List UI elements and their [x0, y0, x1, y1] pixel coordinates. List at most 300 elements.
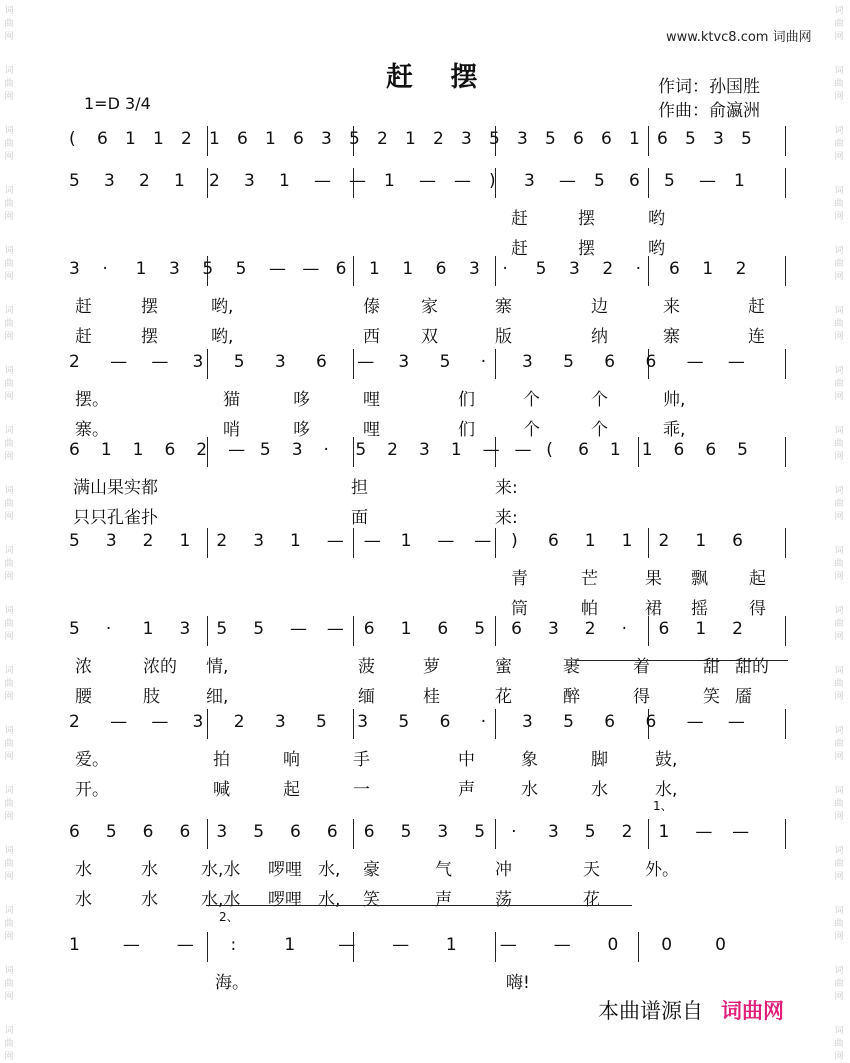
lyric-syllable: 个 [591, 390, 608, 410]
source-footer [598, 995, 784, 1025]
watermark-char: 曲 [4, 19, 14, 29]
watermark-char: 词 [4, 546, 14, 556]
barline [495, 349, 496, 379]
note: — [474, 531, 492, 551]
note: — [499, 935, 517, 955]
note: — [176, 935, 194, 955]
score-row [63, 164, 785, 259]
barline [648, 528, 649, 558]
lyric-syllable: 醉 [563, 687, 580, 707]
watermark-char: 曲 [4, 259, 14, 269]
score-row [63, 815, 785, 910]
note: 1 [125, 129, 136, 149]
barline [495, 819, 496, 849]
note: — [363, 531, 381, 551]
note: 6 [316, 352, 327, 372]
watermark-char: 网 [4, 812, 14, 822]
barline [648, 168, 649, 198]
lyric-syllable: 一 [353, 780, 370, 800]
score-row [63, 252, 785, 347]
note: 3 [104, 171, 115, 191]
lyric-syllable: 裙 [645, 599, 662, 619]
note: — [727, 352, 745, 372]
note: 3 [521, 712, 533, 732]
watermark-char: 网 [834, 692, 844, 702]
lyric-syllable: 荡 [495, 890, 512, 910]
watermark-char: 曲 [834, 979, 844, 989]
lyric-syllable: 气 [435, 860, 452, 880]
lyric-syllable: 个 [523, 420, 540, 440]
note: 1 [290, 531, 301, 551]
watermark-char: 曲 [4, 799, 14, 809]
lyric-syllable: 象 [521, 750, 538, 770]
watermark-char: 网 [4, 992, 14, 1002]
note: 6 [645, 712, 657, 732]
note: — [482, 440, 500, 460]
lyric-syllable: 摆 [578, 239, 595, 259]
lyric-syllable: 芒 [581, 569, 598, 589]
note: 2 [139, 171, 150, 191]
watermark-char: 曲 [4, 559, 14, 569]
note: — [151, 352, 169, 372]
watermark-char: 网 [834, 332, 844, 342]
lyric-syllable: 腰 [75, 687, 92, 707]
note: 1 [135, 259, 147, 279]
lyric-syllable: 帕 [581, 599, 598, 619]
note: — [686, 352, 704, 372]
barline [207, 437, 208, 467]
note: 6 [669, 259, 680, 279]
watermark-char: 词 [4, 306, 14, 316]
watermark-char: 词 [834, 426, 844, 436]
note: : [230, 935, 237, 955]
note: ( [69, 129, 76, 149]
note: 1 [265, 129, 276, 149]
lyric-syllable: 摇 [691, 599, 708, 619]
note: 5 [400, 822, 412, 842]
note: 5 [105, 822, 117, 842]
lyric-syllable: 鼓, [655, 750, 678, 770]
barline [207, 819, 208, 849]
note: 6 [732, 531, 743, 551]
note: 6 [658, 619, 670, 639]
lyric-syllable: 猫 [223, 390, 240, 410]
note: 0 [715, 935, 726, 955]
watermark-char: 词 [834, 66, 844, 76]
note: · [635, 259, 642, 279]
note: 5 [69, 619, 80, 639]
lyric-syllable: 摆。 [75, 390, 109, 410]
barline [353, 616, 354, 646]
watermark-char: 网 [834, 272, 844, 282]
note: — [269, 259, 286, 279]
note: 1 [179, 531, 191, 551]
barline [207, 709, 208, 739]
source-label: 本曲谱源自 [598, 999, 703, 1023]
note: — [392, 935, 410, 955]
lyric-syllable: 筒 [511, 599, 528, 619]
note: · [102, 259, 108, 279]
note: 1 [284, 935, 296, 955]
lyric-syllable: 们 [458, 420, 475, 440]
watermark-char: 词 [834, 966, 844, 976]
note: 6 [437, 619, 449, 639]
note: — [357, 352, 375, 372]
lyric-syllable: 开。 [75, 780, 109, 800]
note: 3 [419, 440, 430, 460]
watermark-char: 曲 [4, 319, 14, 329]
note: 1 [209, 129, 220, 149]
note: 5 [737, 440, 748, 460]
watermark-char: 词 [4, 66, 14, 76]
lyric-syllable: 边 [591, 297, 608, 317]
note: — [454, 171, 471, 191]
note: 3 [469, 259, 480, 279]
note: 3 [105, 531, 117, 551]
lyric-syllable: 赶 [75, 297, 92, 317]
note: 6 [363, 619, 375, 639]
note: 6 [645, 352, 657, 372]
lyric-syllable: 水, [655, 780, 678, 800]
note: 6 [142, 822, 154, 842]
lyric-syllable: 担 [351, 478, 368, 498]
lyric-syllable: 只只孔雀扑 [73, 508, 158, 528]
note: 1 [405, 129, 416, 149]
watermark-char: 曲 [834, 799, 844, 809]
watermark-char: 词 [834, 846, 844, 856]
lyric-syllable: 手 [353, 750, 370, 770]
lyric-syllable: 帅, [663, 390, 686, 410]
lyric-syllable: 赶 [511, 239, 528, 259]
note: 3 [69, 259, 80, 279]
note: — [110, 712, 128, 732]
watermark-char: 曲 [4, 1039, 14, 1049]
lyric-syllable: 水 [75, 890, 92, 910]
note: 1 [695, 619, 707, 639]
left-watermark-strip [0, 0, 20, 1062]
volta-bracket [206, 905, 632, 918]
watermark-char: 曲 [834, 319, 844, 329]
note: 2 [69, 712, 80, 732]
lyric-syllable: 菠 [358, 657, 375, 677]
note: 5 [535, 259, 547, 279]
watermark-char: 词 [4, 366, 14, 376]
watermark-char: 词 [4, 246, 14, 256]
note: 1 [702, 259, 714, 279]
note: 1 [384, 171, 395, 191]
lyricist-credit: 作词：孙国胜 [658, 77, 760, 97]
watermark-char: 词 [834, 6, 844, 16]
note: 1 [132, 440, 144, 460]
watermark-char: 曲 [834, 919, 844, 929]
watermark-char: 网 [4, 572, 14, 582]
volta-bracket [575, 660, 788, 673]
lyric-syllable: 啰哩 [268, 860, 302, 880]
barline [353, 349, 354, 379]
lyric-syllable: 响 [283, 750, 300, 770]
note: 6 [326, 822, 338, 842]
watermark-char: 词 [834, 306, 844, 316]
lyric-syllable: 脚 [591, 750, 608, 770]
lyric-syllable: 家 [421, 297, 438, 317]
note: — [686, 712, 704, 732]
note: 1 [69, 935, 80, 955]
lyric-syllable: 赶 [511, 209, 528, 229]
note: 5 [545, 129, 556, 149]
barline [353, 819, 354, 849]
note: 6 [363, 822, 375, 842]
note: 5 [216, 619, 228, 639]
note: — [338, 935, 356, 955]
lyric-syllable: 西 [363, 327, 380, 347]
watermark-char: 网 [834, 1052, 844, 1062]
note: 1 [400, 531, 412, 551]
lyric-syllable: 摆 [578, 209, 595, 229]
note: 5 [316, 712, 327, 732]
watermark-char: 曲 [4, 139, 14, 149]
note: 5 [489, 129, 500, 149]
lyric-syllable: 声 [458, 780, 475, 800]
lyric-syllable: 摆 [141, 297, 158, 317]
note: 6 [604, 712, 616, 732]
note: 6 [705, 440, 717, 460]
watermark-char: 网 [834, 932, 844, 942]
barline [353, 256, 354, 286]
note: · [480, 352, 487, 372]
lyric-syllable: 起 [283, 780, 300, 800]
note: · [480, 712, 487, 732]
lyric-syllable: 赶 [748, 297, 765, 317]
note: ( [546, 440, 553, 460]
watermark-char: 曲 [4, 499, 14, 509]
note: 2 [387, 440, 398, 460]
barline [207, 168, 208, 198]
lyric-syllable: 啰哩 [268, 890, 302, 910]
lyric-syllable: 哩 [363, 420, 380, 440]
note: 3 [192, 712, 204, 732]
lyric-syllable: 赶 [75, 327, 92, 347]
barline [207, 126, 208, 156]
watermark-char: 网 [834, 992, 844, 1002]
lyric-syllable: 甜 [703, 657, 720, 677]
note: 1 [400, 619, 412, 639]
note: 3 [274, 352, 286, 372]
watermark-char: 词 [4, 1026, 14, 1036]
lyric-syllable: 花 [495, 687, 512, 707]
note: 1 [621, 531, 633, 551]
note: — [419, 171, 436, 191]
watermark-char: 词 [4, 126, 14, 136]
note: 5 [584, 822, 596, 842]
watermark-char: 曲 [4, 739, 14, 749]
watermark-char: 网 [834, 392, 844, 402]
watermark-char: 曲 [4, 679, 14, 689]
watermark-char: 词 [834, 126, 844, 136]
note: 6 [547, 531, 559, 551]
barline [207, 349, 208, 379]
note: 6 [335, 259, 347, 279]
score-row [63, 433, 785, 528]
first-ending-label: 1、 [653, 799, 673, 813]
watermark-char: 网 [834, 752, 844, 762]
note: ) [511, 531, 518, 551]
watermark-char: 网 [4, 92, 14, 102]
note: 3 [713, 129, 724, 149]
second-ending-label: 2、 [219, 910, 239, 924]
watermark-char: 词 [834, 246, 844, 256]
lyric-syllable: 摆 [141, 327, 158, 347]
watermark-char: 曲 [4, 859, 14, 869]
barline [207, 616, 208, 646]
watermark-char: 网 [4, 632, 14, 642]
watermark-char: 词 [4, 6, 14, 16]
lyric-syllable: 情, [206, 657, 229, 677]
lyric-syllable: 花 [583, 890, 600, 910]
note: 3 [517, 129, 528, 149]
watermark-char: 网 [834, 632, 844, 642]
watermark-char: 网 [4, 452, 14, 462]
lyric-syllable: 哆 [293, 420, 310, 440]
lyric-syllable: 哨 [223, 420, 240, 440]
note: 3 [244, 171, 255, 191]
note: · [502, 259, 508, 279]
note: 6 [601, 129, 612, 149]
watermark-char: 词 [834, 486, 844, 496]
barline [495, 256, 496, 286]
note: · [621, 619, 628, 639]
note: 6 [511, 619, 522, 639]
watermark-char: 词 [834, 786, 844, 796]
note: — [326, 619, 344, 639]
watermark-char: 网 [834, 452, 844, 462]
barline [207, 932, 208, 962]
watermark-char: 网 [4, 1052, 14, 1062]
watermark-char: 曲 [834, 679, 844, 689]
barline [353, 709, 354, 739]
watermark-char: 曲 [4, 199, 14, 209]
lyric-syllable: 笑 [363, 890, 380, 910]
note: — [732, 822, 750, 842]
lyric-syllable: 个 [523, 390, 540, 410]
note: 2 [621, 822, 633, 842]
score-row [63, 345, 785, 440]
lyric-syllable: 傣 [363, 297, 380, 317]
barline [785, 709, 786, 739]
note: 2 [196, 440, 208, 460]
watermark-char: 曲 [834, 559, 844, 569]
note: 6 [573, 129, 584, 149]
note: 6 [164, 440, 176, 460]
barline [495, 932, 496, 962]
barline [495, 709, 496, 739]
watermark-char: 曲 [834, 439, 844, 449]
note: 5 [235, 259, 247, 279]
note: 3 [437, 822, 449, 842]
lyric-syllable: 天 [583, 860, 600, 880]
watermark-char: 词 [4, 186, 14, 196]
lyric-syllable: 甜的 [735, 657, 769, 677]
watermark-char: 词 [4, 906, 14, 916]
watermark-char: 曲 [4, 379, 14, 389]
lyric-syllable: 寨 [663, 327, 680, 347]
right-watermark-strip [830, 0, 850, 1062]
note: 6 [97, 129, 108, 149]
lyric-syllable: 们 [458, 390, 475, 410]
watermark-char: 曲 [834, 259, 844, 269]
lyric-syllable: 声 [435, 890, 452, 910]
note: 6 [604, 352, 616, 372]
note: 3 [291, 440, 303, 460]
lyric-syllable: 水, [318, 860, 341, 880]
note: 2 [69, 352, 80, 372]
note: · [323, 440, 329, 460]
watermark-char: 曲 [4, 619, 14, 629]
lyric-syllable: 哟 [648, 209, 665, 229]
barline [785, 126, 786, 156]
note: 3 [398, 352, 410, 372]
watermark-char: 词 [834, 906, 844, 916]
note: 2 [233, 712, 245, 732]
lyric-syllable: 蜜 [495, 657, 512, 677]
watermark-char: 词 [4, 726, 14, 736]
note: 5 [259, 440, 271, 460]
lyric-syllable: 水 [75, 860, 92, 880]
lyric-syllable: 寨 [495, 297, 512, 317]
note: 2 [216, 531, 228, 551]
barline [785, 528, 786, 558]
score-row [63, 122, 785, 162]
lyric-syllable: 萝 [423, 657, 440, 677]
watermark-char: 曲 [834, 199, 844, 209]
watermark-char: 网 [834, 32, 844, 42]
lyric-syllable: 缅 [358, 687, 375, 707]
note: 3 [521, 352, 533, 372]
note: 0 [661, 935, 673, 955]
lyric-syllable: 海。 [215, 973, 249, 993]
watermark-char: 词 [834, 546, 844, 556]
lyric-syllable: 冲 [495, 860, 512, 880]
lyric-syllable: 青 [511, 569, 528, 589]
barline [785, 819, 786, 849]
note: 1 [629, 129, 640, 149]
watermark-char: 词 [834, 726, 844, 736]
barline [638, 932, 639, 962]
barline [648, 126, 649, 156]
note: · [511, 822, 517, 842]
lyric-syllable: 飘 [691, 569, 708, 589]
note: 5 [202, 259, 214, 279]
watermark-char: 曲 [834, 79, 844, 89]
note: 5 [69, 171, 80, 191]
barline [495, 528, 496, 558]
note: — [437, 531, 455, 551]
barline [785, 168, 786, 198]
key-signature: 1=D 3/4 [84, 94, 151, 113]
note: 3 [547, 822, 559, 842]
note: 5 [563, 712, 574, 732]
watermark-char: 网 [834, 212, 844, 222]
note: 6 [290, 822, 301, 842]
note: 2 [735, 259, 747, 279]
note: 0 [607, 935, 619, 955]
note: 1 [142, 619, 154, 639]
note: 3 [357, 712, 369, 732]
note: — [122, 935, 140, 955]
note: — [228, 440, 246, 460]
song-title: 赶 摆 [386, 62, 492, 93]
note: 1 [450, 440, 462, 460]
site-url: www.ktvc8.com 词曲网 [666, 30, 812, 45]
